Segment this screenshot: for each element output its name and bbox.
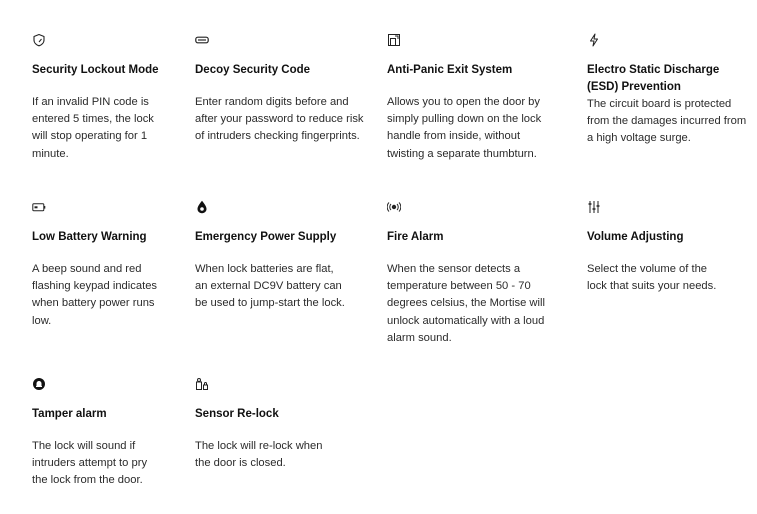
feature-title: Volume Adjusting: [587, 231, 684, 243]
feature-description: The circuit board is protected from the damages incurred from a high voltage surge.: [587, 98, 747, 145]
feature-title: Fire Alarm: [387, 231, 444, 243]
tamper-alarm-icon: [32, 377, 46, 391]
sensor-relock-icon: [195, 377, 209, 391]
low-battery-icon: [32, 200, 46, 214]
feature-esd-prevention: [587, 33, 747, 148]
fire-alarm-icon: [387, 200, 401, 214]
feature-description: A beep sound and red flashing keypad indicates when battery power runs low.: [32, 263, 158, 327]
feature-description: When the sensor detects a temperature between 50 - 70 degrees celsius, the Mortise will unlock automatically with a loud alarm sound.: [387, 263, 545, 344]
feature-security-lockout: [32, 33, 162, 163]
feature-description: Select the volume of the lock that suits your needs.: [587, 263, 717, 293]
feature-tamper-alarm: [32, 377, 162, 490]
feature-description: Enter random digits before and after your password to reduce risk of intruders checking fingerprints.: [195, 96, 364, 143]
door-exit-icon: [387, 33, 401, 47]
power-supply-icon: [195, 200, 209, 214]
feature-description: The lock will sound if intruders attempt to pry the lock from the door.: [32, 440, 148, 487]
feature-fire-alarm: [387, 200, 552, 347]
feature-title: Emergency Power Supply: [195, 231, 337, 243]
feature-title-line-2: (ESD) Prevention: [587, 81, 681, 93]
feature-sensor-relock: [195, 377, 335, 472]
feature-description: Allows you to open the door by simply pulling down on the lock handle from inside, without twisting a separate thumbturn.: [387, 96, 542, 160]
feature-description: The lock will re-lock when the door is closed.: [195, 440, 323, 470]
feature-decoy-code: [195, 33, 365, 146]
feature-description: When lock batteries are flat, an external DC9V battery can be used to jump-start the lock.: [195, 263, 345, 310]
volume-sliders-icon: [587, 200, 601, 214]
feature-description: If an invalid PIN code is entered 5 times, the lock will stop operating for 1 minute.: [32, 96, 154, 160]
feature-anti-panic-exit: [387, 33, 552, 163]
keypad-icon: [195, 33, 209, 47]
feature-title: Security Lockout Mode: [32, 64, 159, 76]
feature-low-battery: [32, 200, 162, 330]
feature-title: Sensor Re-lock: [195, 408, 279, 420]
shield-icon: [32, 33, 46, 47]
lightning-icon: [587, 33, 601, 47]
feature-volume-adjusting: [587, 200, 727, 295]
feature-title: Low Battery Warning: [32, 231, 147, 243]
feature-title: Decoy Security Code: [195, 64, 311, 76]
feature-title: Tamper alarm: [32, 408, 107, 420]
feature-title-line-1: Electro Static Discharge: [587, 64, 720, 76]
feature-title: Anti-Panic Exit System: [387, 64, 513, 76]
feature-emergency-power: [195, 200, 345, 313]
